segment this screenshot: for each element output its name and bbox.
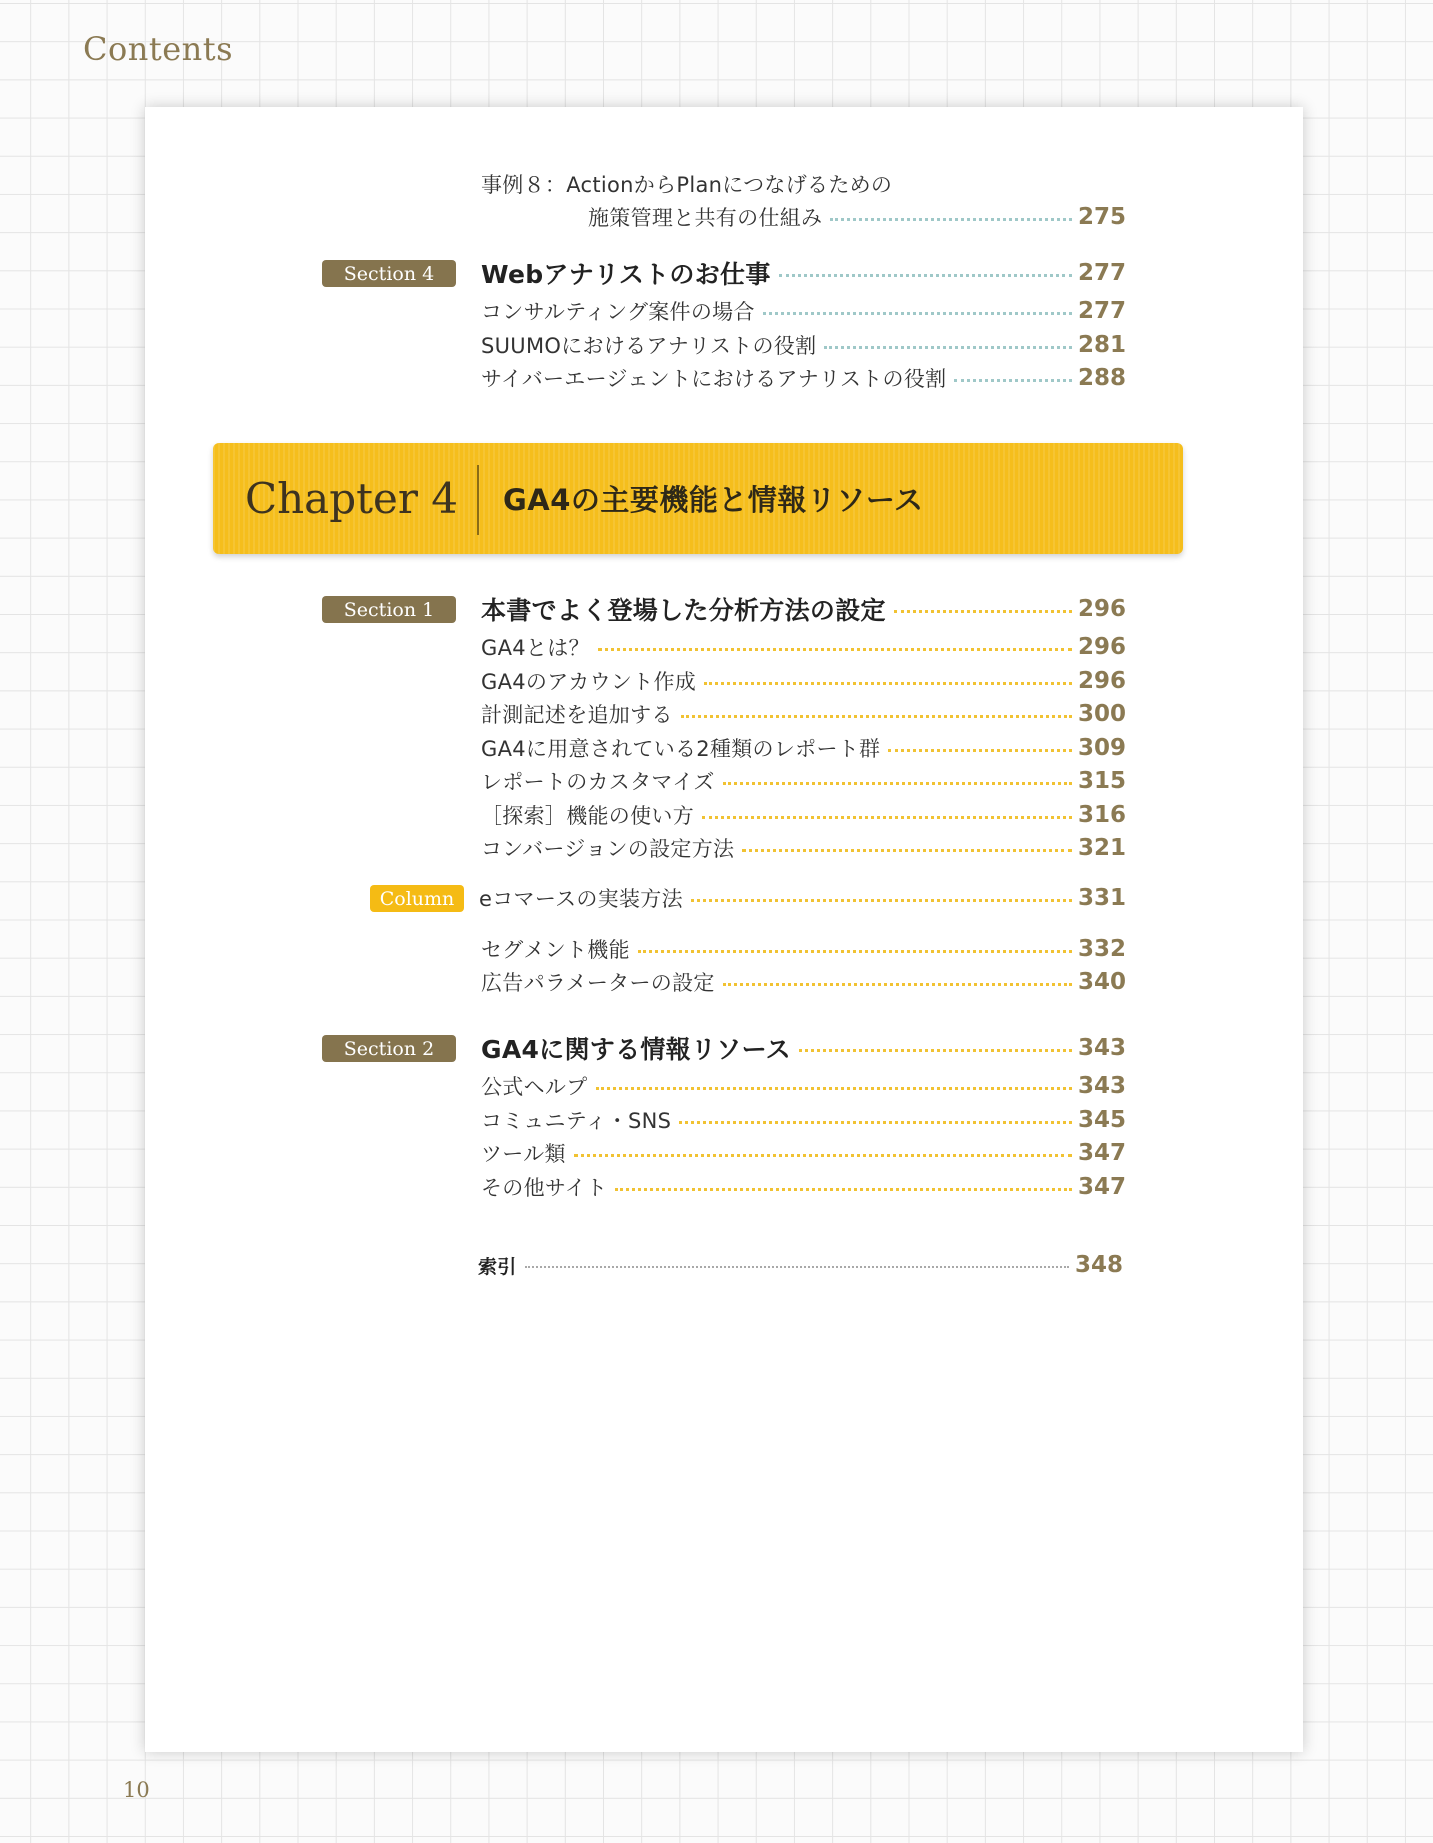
section-title: Webアナリストのお仕事 — [481, 260, 771, 289]
chapter-title: GA4の主要機能と情報リソース — [503, 483, 924, 517]
toc-entry[interactable] — [145, 1069, 1303, 1103]
page-ref: 340 — [1077, 969, 1126, 995]
dotted-leader — [525, 1266, 1069, 1268]
column-entry[interactable] — [145, 881, 1303, 915]
section-badge: Section 4 — [322, 260, 456, 287]
dotted-leader — [763, 312, 1072, 315]
dotted-leader — [574, 1154, 1072, 1157]
entry-label: サイバーエージェントにおけるアナリストの役割 — [481, 367, 947, 391]
entry-label: コンサルティング案件の場合 — [481, 300, 755, 324]
page-ref: 332 — [1077, 936, 1126, 962]
section-title: GA4に関する情報リソース — [481, 1035, 791, 1064]
entry-label-line1: 事例８：ActionからPlanにつなげるための — [481, 173, 893, 197]
dotted-leader — [830, 218, 1072, 221]
toc-entry[interactable] — [145, 731, 1303, 765]
entry-label: 広告パラメーターの設定 — [481, 971, 715, 995]
dotted-leader — [723, 782, 1072, 785]
page-ref: 331 — [1077, 885, 1126, 911]
entry-label: GA4とは？ — [481, 636, 590, 660]
entry-label: コミュニティ・SNS — [481, 1109, 672, 1133]
page-ref: 281 — [1077, 332, 1126, 358]
entry-label: 索引 — [478, 1255, 517, 1278]
page-ref: 348 — [1074, 1252, 1123, 1278]
toc-entry[interactable] — [145, 764, 1303, 798]
dotted-leader — [615, 1188, 1072, 1191]
entry-label: 計測記述を追加する — [481, 703, 673, 727]
section2-heading[interactable] — [145, 1031, 1303, 1065]
dotted-leader — [704, 682, 1072, 685]
page-ref: 296 — [1077, 596, 1126, 622]
page-ref: 275 — [1077, 204, 1126, 230]
page-title: Contents — [83, 30, 234, 68]
entry-label: SUUMOにおけるアナリストの役割 — [481, 334, 817, 358]
section1-heading[interactable] — [145, 592, 1303, 626]
toc-entry[interactable] — [145, 1170, 1303, 1204]
entry-label: eコマースの実装方法 — [479, 887, 683, 911]
page-ref: 345 — [1077, 1107, 1126, 1133]
toc-entry[interactable] — [145, 965, 1303, 999]
dotted-leader — [888, 749, 1072, 752]
dotted-leader — [742, 849, 1072, 852]
section-badge: Section 1 — [322, 596, 456, 623]
dotted-leader — [681, 715, 1072, 718]
contents-page — [145, 107, 1303, 1752]
toc-entry[interactable] — [145, 798, 1303, 832]
case8-entry[interactable] — [145, 167, 1303, 201]
chapter-banner[interactable] — [213, 443, 1183, 554]
entry-label-line2: 施策管理と共有の仕組み — [588, 206, 823, 230]
page-ref: 288 — [1077, 365, 1126, 391]
toc-entry[interactable] — [145, 294, 1303, 328]
entry-label: GA4に用意されている2種類のレポート群 — [481, 737, 881, 761]
dotted-leader — [824, 346, 1072, 349]
toc-entry[interactable] — [145, 664, 1303, 698]
toc-entry[interactable] — [145, 361, 1303, 395]
entry-label: ツール類 — [481, 1142, 566, 1166]
dotted-leader — [596, 1087, 1072, 1090]
dotted-leader — [954, 379, 1072, 382]
section-title: 本書でよく登場した分析方法の設定 — [481, 596, 886, 625]
column-badge: Column — [370, 885, 464, 912]
dotted-leader — [679, 1121, 1072, 1124]
entry-label: コンバージョンの設定方法 — [481, 837, 735, 861]
section4-heading[interactable] — [145, 256, 1303, 290]
entry-label: セグメント機能 — [481, 938, 630, 962]
page-ref: 315 — [1077, 768, 1126, 794]
page-ref: 343 — [1077, 1073, 1126, 1099]
page-ref: 343 — [1077, 1035, 1126, 1061]
page-number: 10 — [123, 1778, 150, 1802]
dotted-leader — [691, 899, 1072, 902]
entry-label: ［探索］機能の使い方 — [481, 804, 694, 828]
toc-entry[interactable] — [145, 697, 1303, 731]
entry-label: その他サイト — [481, 1176, 608, 1200]
toc-entry[interactable] — [145, 932, 1303, 966]
section-badge: Section 2 — [322, 1035, 456, 1062]
toc-entry[interactable] — [145, 831, 1303, 865]
dotted-leader — [894, 610, 1072, 613]
toc-entry[interactable] — [145, 328, 1303, 362]
toc-entry[interactable] — [145, 1136, 1303, 1170]
entry-label: 公式ヘルプ — [481, 1075, 588, 1099]
page-ref: 277 — [1077, 298, 1126, 324]
entry-label: レポートのカスタマイズ — [481, 770, 715, 794]
dotted-leader — [723, 983, 1072, 986]
page-ref: 309 — [1077, 735, 1126, 761]
page-ref: 296 — [1077, 634, 1126, 660]
dotted-leader — [702, 816, 1072, 819]
chapter-divider — [477, 465, 479, 535]
dotted-leader — [799, 1049, 1072, 1052]
toc-entry[interactable] — [145, 1103, 1303, 1137]
page-ref: 296 — [1077, 668, 1126, 694]
entry-label: GA4のアカウント作成 — [481, 670, 697, 694]
index-entry[interactable] — [145, 1248, 1303, 1282]
dotted-leader — [638, 950, 1072, 953]
chapter-label: Chapter 4 — [245, 474, 458, 523]
page-ref: 300 — [1077, 701, 1126, 727]
toc-entry[interactable] — [145, 630, 1303, 664]
page-ref: 316 — [1077, 802, 1126, 828]
page-ref: 347 — [1077, 1174, 1126, 1200]
page-ref: 277 — [1077, 260, 1126, 286]
dotted-leader — [779, 274, 1072, 277]
case8-entry-line2[interactable] — [145, 200, 1303, 234]
page-ref: 321 — [1077, 835, 1126, 861]
page-ref: 347 — [1077, 1140, 1126, 1166]
dotted-leader — [598, 648, 1072, 651]
